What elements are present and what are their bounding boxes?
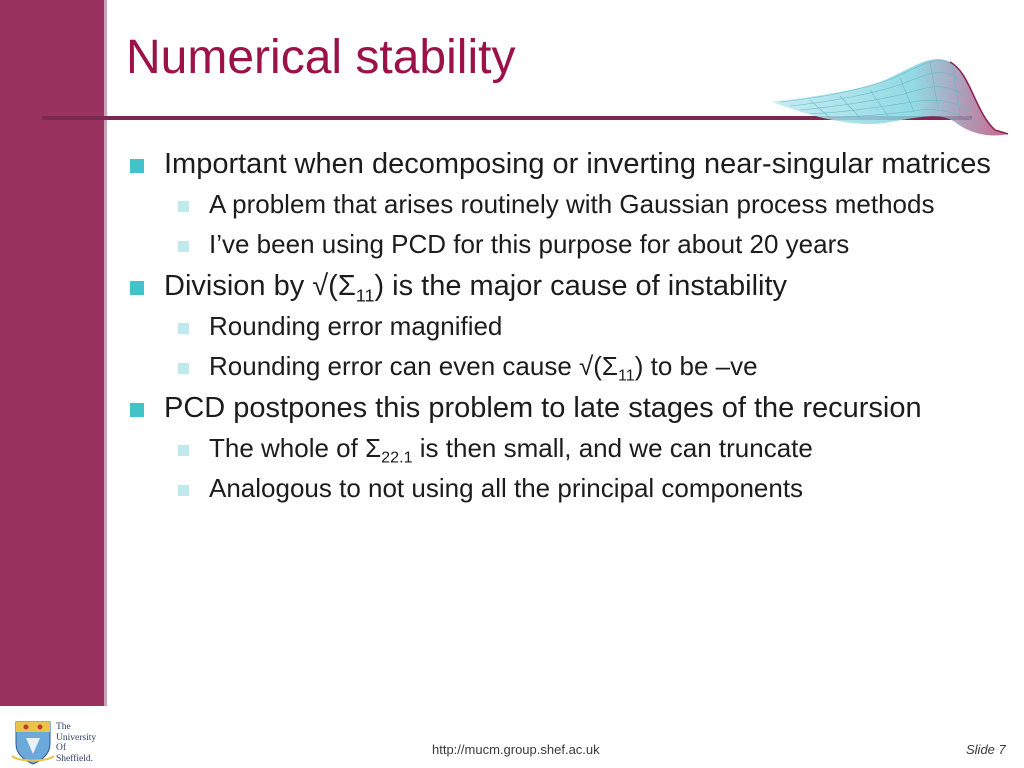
bullet-square-icon [178, 485, 189, 496]
bullet-square-icon [130, 281, 144, 295]
left-sidebar-band [0, 0, 104, 706]
sub-bullet-1-1: A problem that arises routinely with Gaussian process methods [171, 188, 1006, 220]
sidebar-edge [104, 0, 107, 706]
bullet-3: PCD postpones this problem to late stages of the recursion [126, 390, 1006, 426]
bullet-square-icon [178, 323, 189, 334]
slide-body [126, 146, 1006, 512]
sub-bullet-2-1: Rounding error magnified [171, 310, 1006, 342]
bullet-1: Important when decomposing or inverting near-singular matrices [126, 146, 1006, 182]
bullet-square-icon [130, 159, 144, 173]
bullet-square-icon [130, 403, 144, 417]
sub-bullet-3-2: Analogous to not using all the principal components [171, 472, 1006, 504]
sub-bullet-2-2: Rounding error can even cause $√(\Sigma_{11})$ to be –ve [171, 350, 1006, 382]
slide-number: Slide 7 [966, 742, 1006, 757]
university-logo-text: The University Of Sheffield. [56, 722, 97, 764]
bullet-square-icon [178, 363, 189, 374]
sub-bullet-3-1: The whole of $\Sigma_{22.1}$ is then small, and we can truncate [171, 432, 1006, 464]
wave-surface-graphic [770, 42, 1010, 152]
bullet-square-icon [178, 241, 189, 252]
slide-title: Numerical stability [126, 31, 516, 84]
bullet-square-icon [178, 445, 189, 456]
footer-url: http://mucm.group.shef.ac.uk [432, 742, 600, 757]
bullet-2: Division by $√(\Sigma_{11})$ is the major cause of instability [126, 268, 1006, 304]
bullet-square-icon [178, 201, 189, 212]
sub-bullet-1-2: I’ve been using PCD for this purpose for about 20 years [171, 228, 1006, 260]
